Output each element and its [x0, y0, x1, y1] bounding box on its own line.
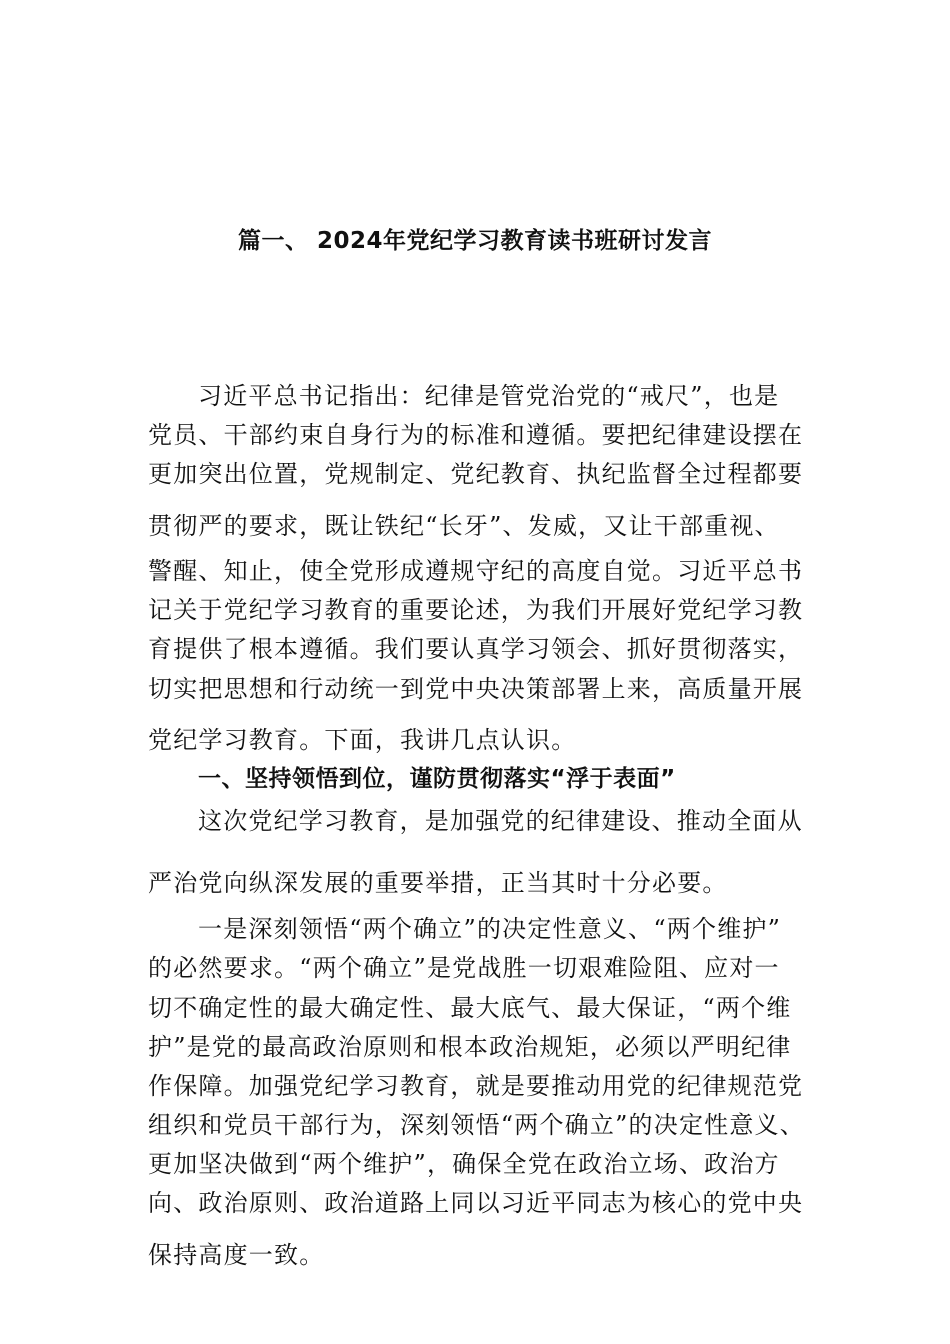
paragraph-line: 更加坚决做到“两个维护”，确保全党在政治立场、政治方 [148, 1150, 780, 1178]
paragraph-line: 向、政治原则、政治道路上同以习近平同志为核心的党中央 [148, 1189, 804, 1217]
paragraph-line: 组织和党员干部行为，深刻领悟“两个确立”的决定性意义、 [148, 1111, 805, 1139]
paragraph-line: 育提供了根本遵循。我们要认真学习领会、抓好贯彻落实， [148, 635, 804, 663]
paragraph-line: 切实把思想和行动统一到党中央决策部署上来，高质量开展 [148, 675, 804, 703]
paragraph-line: 记关于党纪学习教育的重要论述，为我们开展好党纪学习教 [148, 596, 804, 624]
paragraph-line: 一是深刻领悟“两个确立”的决定性意义、“两个维护” [198, 915, 782, 943]
section-heading: 一、坚持领悟到位，谨防贯彻落实“浮于表面” [198, 766, 676, 792]
paragraph-line: 保持高度一致。 [148, 1241, 325, 1269]
paragraph-line: 党员、干部约束自身行为的标准和遵循。要把纪律建设摆在 [148, 421, 804, 449]
paragraph-line: 贯彻严的要求，既让铁纪“长牙”、发威，又让干部重视、 [148, 512, 780, 540]
paragraph-line: 这次党纪学习教育，是加强党的纪律建设、推动全面从 [198, 807, 803, 835]
paragraph-line: 护”是党的最高政治原则和根本政治规矩，必须以严明纪律 [148, 1033, 792, 1061]
paragraph-line: 习近平总书记指出：纪律是管党治党的“戒尺”，也是 [198, 382, 780, 410]
paragraph-line: 的必然要求。“两个确立”是党战胜一切艰难险阻、应对一 [148, 954, 780, 982]
paragraph-line: 党纪学习教育。下面，我讲几点认识。 [148, 726, 577, 754]
paragraph-line: 作保障。加强党纪学习教育，就是要推动用党的纪律规范党 [148, 1072, 804, 1100]
paragraph-line: 切不确定性的最大确定性、最大底气、最大保证，“两个维 [148, 994, 792, 1022]
paragraph-line: 严治党向纵深发展的重要举措，正当其时十分必要。 [148, 869, 728, 897]
paragraph-line: 更加突出位置，党规制定、党纪教育、执纪监督全过程都要 [148, 460, 804, 488]
paragraph-line: 警醒、知止，使全党形成遵规守纪的高度自觉。习近平总书 [148, 557, 804, 585]
document-title: 篇一、 2024年党纪学习教育读书班研讨发言 [237, 228, 713, 254]
